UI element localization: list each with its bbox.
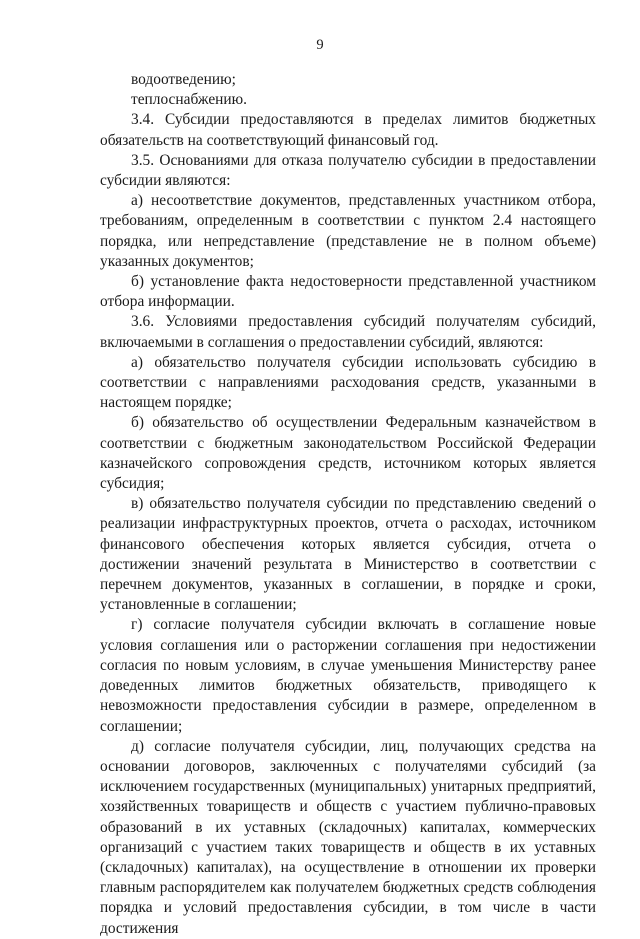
paragraph-3-4: 3.4. Субсидии предоставляются в пределах лимитов бюджетных обязательств на соответствующий финансовый год. (100, 111, 596, 149)
paragraph-heat-supply: теплоснабжению. (131, 91, 247, 109)
paragraph-3-5-a: а) несоответствие документов, представленных участником отбора, требованиям, определенным в соответствии с пунктом 2.4 настоящего порядка, или непредставление (представление не в полном объеме) указанных документов; (100, 192, 596, 270)
paragraph-water-disposal: водоотведению; (131, 71, 236, 88)
page-number: 9 (316, 37, 324, 53)
paragraph-3-6-b: б) обязательство об осуществлении Федеральным казначейством в соответствии с бюджетным законодательством Российской Федерации казначейского сопровождения средств, источником которых является субсидия; (100, 414, 596, 493)
paragraph-3-6-d: д) согласие получателя субсидии, лиц, получающих средства на основании договоров, заключенных с получателями субсидий (за исключением государственных (муниципальных) унитарных предприятий, хозяйственных товариществ и обществ с участием публично-правовых образований в их уставных (складочных) капиталах, коммерческих организаций с участием таких товариществ и обществ в их уставных (складочных) капиталах), на осуществление в отношении их проверки главным распорядителем как получателем бюджетных средств соблюдения порядка и условий предоставления субсидии, в том числе в части достижения (100, 737, 596, 937)
paragraph-3-6-g: г) согласие получателя субсидии включать в соглашение новые условия соглашения или о расторжении соглашения при недостижении согласия по новым условиям, в случае уменьшения Министерству ранее доведенных лимитов бюджетных обязательств, приводящего к невозможности предоставления субсидии в размере, определенном в соглашении; (100, 616, 596, 735)
paragraph-3-5-b: б) установление факта недостоверности представленной участником отбора информации. (100, 273, 596, 311)
paragraph-3-5: 3.5. Основаниями для отказа получателю субсидии в предоставлении субсидии являются: (100, 151, 596, 190)
paragraph-3-6-a: а) обязательство получателя субсидии использовать субсидию в соответствии с направлениями расходования средств, указанными в настоящем порядке; (100, 353, 596, 412)
document-body (100, 70, 596, 939)
paragraph-3-6: 3.6. Условиями предоставления субсидий получателям субсидий, включаемыми в соглашения о предоставлении субсидий, являются: (100, 313, 596, 351)
paragraph-3-6-v: в) обязательство получателя субсидии по представлению сведений о реализации инфраструктурных проектов, отчета о расходах, источником финансового обеспечения которых является субсидия, отчета о достижении значений результата в Министерство в соответствии с перечнем документов, указанных в соглашении, в порядке и сроки, установленные в соглашении; (100, 495, 596, 614)
